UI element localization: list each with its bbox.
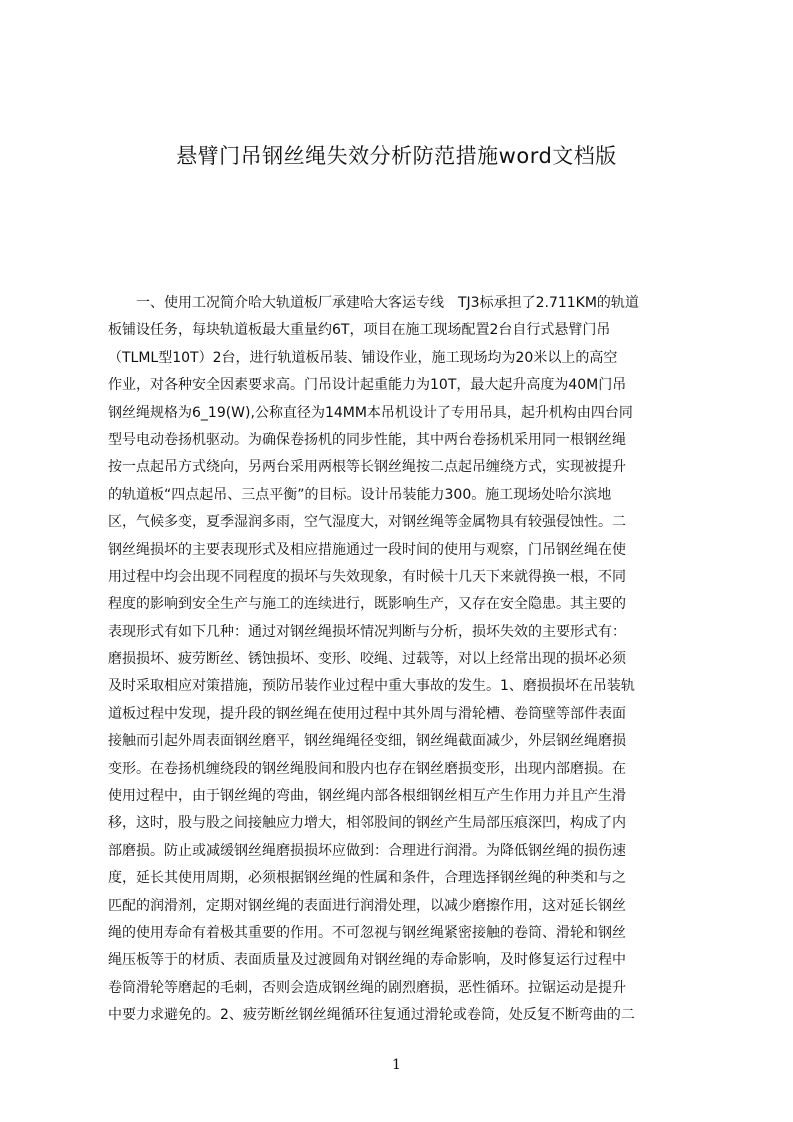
- text-line: 区，气候多变，夏季湿润多雨，空气湿度大，对钢丝绳等金属物具有较强侵蚀性。二: [108, 514, 626, 531]
- text-line: 绳压板等于的材质、表面质量及过渡圆角对钢丝绳的寿命影响，及时修复运行过程中: [108, 952, 626, 969]
- text-line: 用过程中均会出现不同程度的损坏与失效现象，有时候十几天下来就得换一根，不同: [108, 568, 626, 585]
- text-line: 移，这时，股与股之间接触应力增大，相邻股间的钢丝产生局部压痕深凹，构成了内: [108, 815, 626, 832]
- text-line: 型号电动卷扬机驱动。为确保卷扬机的同步性能，其中两台卷扬机采用同一根钢丝绳: [108, 431, 626, 448]
- body-paragraph: [108, 290, 698, 1030]
- text-line: 变形。在卷扬机缠绕段的钢丝绳股间和股内也存在钢丝磨损变形，出现内部磨损。在: [108, 760, 626, 777]
- document-title: 悬臂门吊钢丝绳失效分析防范措施word文档版: [176, 144, 617, 168]
- text-line: 匹配的润滑剂，定期对钢丝绳的表面进行润滑处理，以减少磨擦作用，这对延长钢丝: [108, 897, 626, 914]
- text-line: 度，延长其使用周期，必须根据钢丝绳的性属和条件，合理选择钢丝绳的种类和与之: [108, 870, 626, 887]
- text-line: （TLML型10T）2台，进行轨道板吊装、铺设作业，施工现场均为20米以上的高空: [108, 349, 618, 366]
- text-line: 板铺设任务，每块轨道板最大重量约6T，项目在施工现场配置2台自行式悬臂门吊: [108, 322, 611, 339]
- text-line: 接触而引起外周表面钢丝磨平，钢丝绳绳径变细，钢丝绳截面减少，外层钢丝绳磨损: [108, 733, 626, 750]
- text-line: 及时采取相应对策措施，预防吊装作业过程中重大事故的发生。1、磨损损坏在吊装轨: [108, 678, 635, 695]
- text-line: 表现形式有如下几种：通过对钢丝绳损坏情况判断与分析，损坏失效的主要形式有：: [108, 623, 626, 640]
- text-line: 钢丝绳损坏的主要表现形式及相应措施通过一段时间的使用与观察，门吊钢丝绳在使: [108, 541, 626, 558]
- text-line: 作业，对各种安全因素要求高。门吊设计起重能力为10T，最大起升高度为40M门吊: [108, 377, 627, 394]
- text-line: 磨损损坏、疲劳断丝、锈蚀损坏、变形、咬绳、过载等，对以上经常出现的损坏必须: [108, 651, 626, 668]
- page-number: 1: [392, 1057, 401, 1073]
- text-line: 卷筒滑轮等磨起的毛刺，否则会造成钢丝绳的剧烈磨损，恶性循环。拉锯运动是提升: [108, 979, 626, 996]
- text-line: 按一点起吊方式绕向，另两台采用两根等长钢丝绳按二点起吊缠绕方式，实现被提升: [108, 459, 626, 476]
- text-line: 部磨损。防止或减缓钢丝绳磨损损坏应做到：合理进行润滑。为降低钢丝绳的损伤速: [108, 842, 626, 859]
- text-line: 程度的影响到安全生产与施工的连续进行，既影响生产，又存在安全隐患。其主要的: [108, 596, 626, 613]
- text-line: 使用过程中，由于钢丝绳的弯曲，钢丝绳内部各根细钢丝相互产生作用力并且产生滑: [108, 788, 626, 805]
- text-line: 的轨道板“四点起吊、三点平衡”的目标。设计吊装能力300。施工现场处哈尔滨地: [108, 486, 612, 503]
- text-line: 钢丝绳规格为6_19(W),公称直径为14MM本吊机设计了专用吊具，起升机构由四台同: [108, 404, 633, 421]
- text-line: 绳的使用寿命有着极其重要的作用。不可忽视与钢丝绳紧密接触的卷筒、滑轮和钢丝: [108, 924, 626, 941]
- text-line: 道板过程中发现，提升段的钢丝绳在使用过程中其外周与滑轮槽、卷筒壁等部件表面: [108, 705, 626, 722]
- text-line: 一、使用工况简介哈大轨道板厂承建哈大客运专线 TJ3标承担了2.711KM的轨道: [108, 295, 639, 311]
- text-line: 中要力求避免的。2、疲劳断丝钢丝绳循环往复通过滑轮或卷筒，处反复不断弯曲的二: [108, 1007, 635, 1024]
